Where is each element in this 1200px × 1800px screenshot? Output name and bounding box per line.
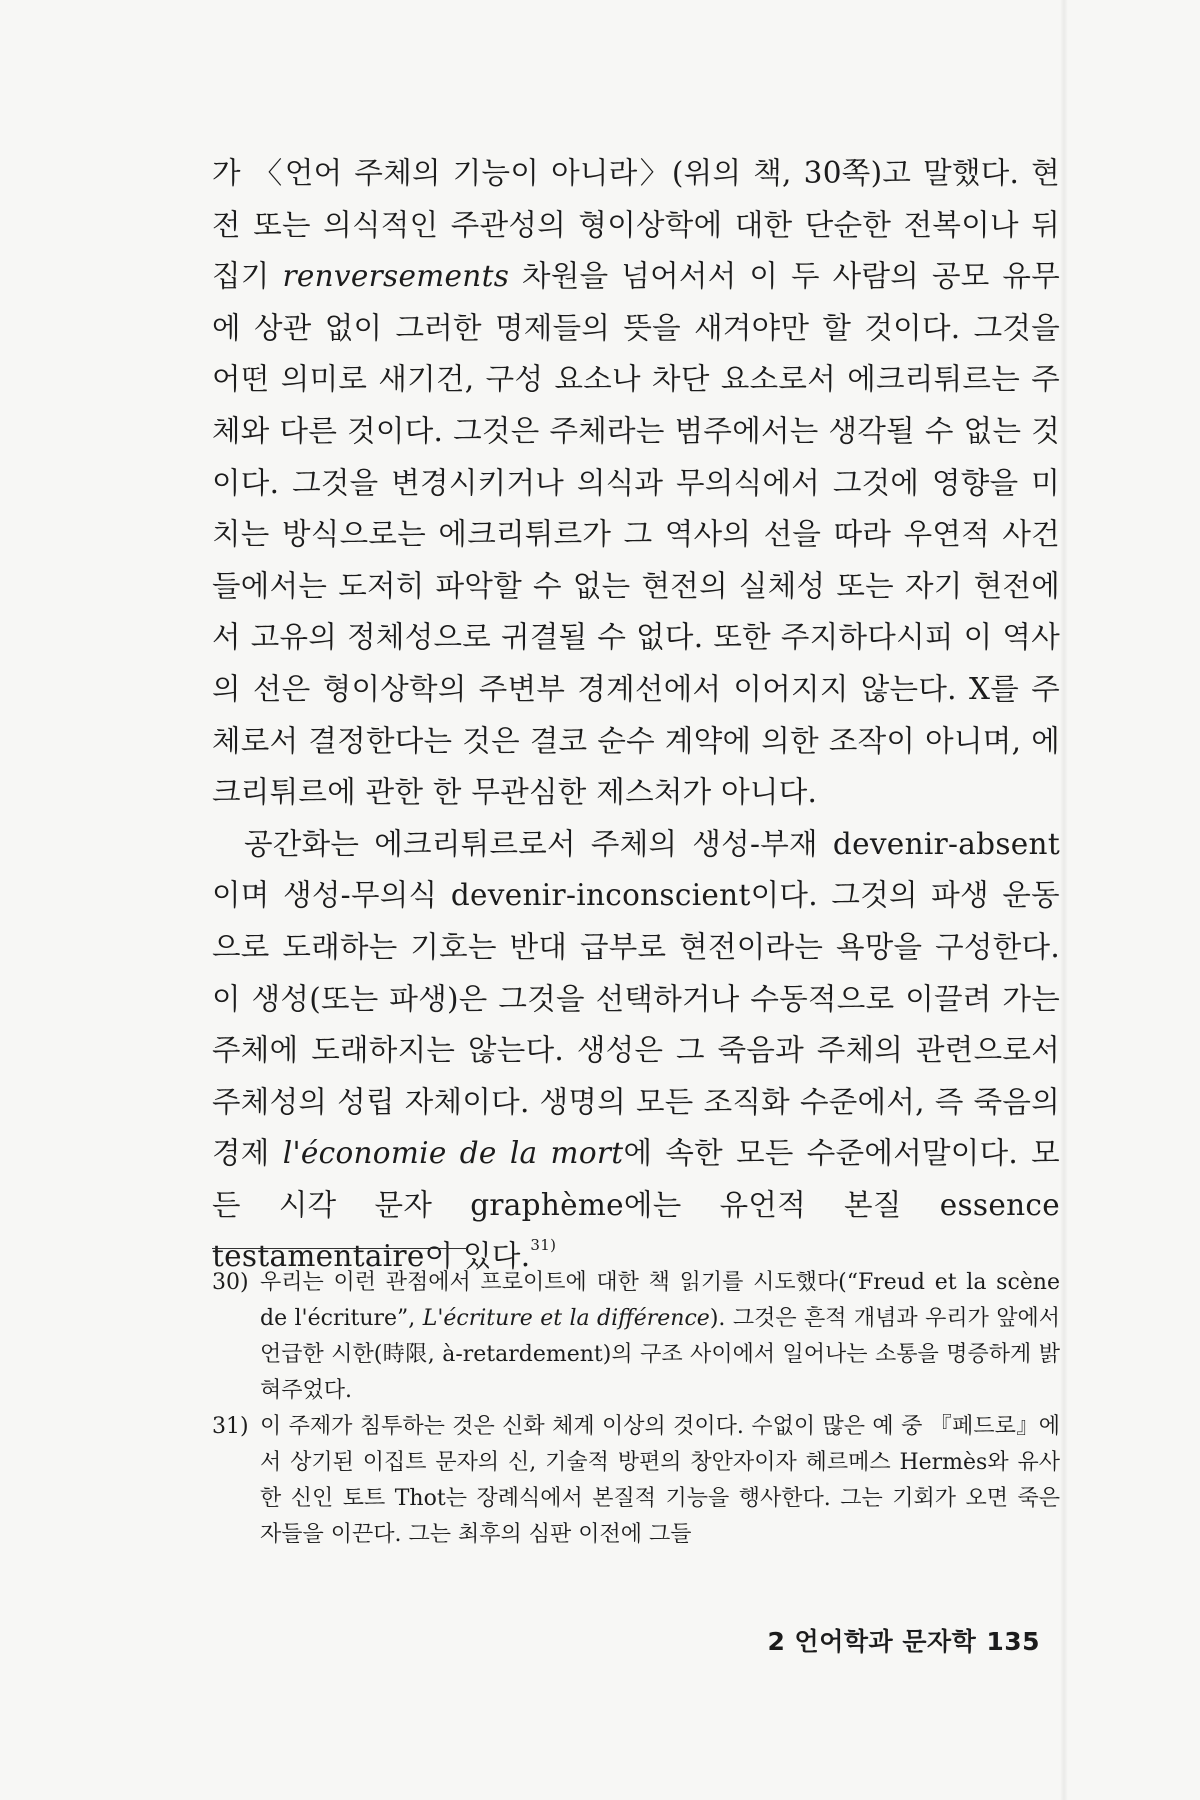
footnote-30 [212, 1265, 1060, 1409]
chapter-title: 2 언어학과 문자학 [767, 1627, 977, 1656]
footnote-ref-31: 31) [530, 1236, 557, 1255]
footnote-number: 30) [212, 1270, 249, 1295]
footnotes [212, 1265, 1060, 1553]
footnote-31 [212, 1409, 1060, 1553]
term-economie-de-la-mort: l'économie de la mort [282, 1136, 624, 1171]
paragraph-2-text-a: 공간화는 에크리튀르로서 주체의 생성-부재 devenir-absent이며 생성-무의식 devenir-inconscient이다. 그것의 파생 운동으로 도래하는 기호는 반대 급부로 현전이라는 욕망을 구성한다. 이 생성(또는 파생)은 그것을 선택하거나 수동적으로 이끌려 가는 주체에 도래하지는 않는다. 생성은 그 죽음과 주체의 관련으로서 주체성의 성립 자체이다. 생명의 모든 조직화 수준에서, 즉 죽음의 경제 [212, 826, 1060, 1171]
footnote-30-book-title: L'écriture et la différence [422, 1306, 710, 1331]
footnote-divider [212, 1248, 467, 1249]
footnote-30-text-a: 우리는 이런 관점에서 프로이트에 대한 책 읽기를 시도했다(“Freud et la scène de l'écriture”, [260, 1270, 1060, 1331]
footnote-31-text: 이 주제가 침투하는 것은 신화 체계 이상의 것이다. 수없이 많은 예 중 『페드로』에서 상기된 이집트 문자의 신, 기술적 방편의 창안자이자 헤르메스 Hermès와 유사한 신인 토트 Thot는 장례식에서 본질적 기능을 행사한다. 그는 기회가 오면 죽은 자들을 이끈다. 그는 최후의 심판 이전에 그들 [260, 1414, 1060, 1547]
footnote-30-text-b: ). 그것은 흔적 개념과 우리가 앞에서 언급한 시한(時限, à-retardement)의 구조 사이에서 일어나는 소통을 명증하게 밝혀주었다. [260, 1306, 1060, 1403]
page-edge-shadow [1060, 0, 1068, 1800]
paragraph-2 [212, 819, 1060, 1283]
main-text [212, 148, 1060, 1283]
page-number: 135 [986, 1627, 1040, 1656]
paragraph-1-text-b: 차원을 넘어서서 이 두 사람의 공모 유무에 상관 없이 그러한 명제들의 뜻을 새겨야만 할 것이다. 그것을 어떤 의미로 새기건, 구성 요소나 차단 요소로서 에크리튀르는 주체와 다른 것이다. 그것은 주체라는 범주에서는 생각될 수 없는 것이다. 그것을 변경시키거나 의식과 무의식에서 그것에 영향을 미치는 방식으로는 에크리튀르가 그 역사의 선을 따라 우연적 사건들에서는 도저히 파악할 수 없는 현전의 실체성 또는 자기 현전에서 고유의 정체성으로 귀결될 수 없다. 또한 주지하다시피 이 역사의 선은 형이상학의 주변부 경계선에서 이어지지 않는다. X를 주체로서 결정한다는 것은 결코 순수 계약에 의한 조작이 아니며, 에크리튀르에 관한 한 무관심한 제스처가 아니다. [212, 259, 1060, 810]
paragraph-1 [212, 148, 1060, 819]
running-footer [750, 1622, 1040, 1658]
footnote-number: 31) [212, 1414, 249, 1439]
paragraph-2-text-b: 에 속한 모든 수준에서말이다. 모든 시각 문자 graphème에는 유언적 본질 essence testamentaire이 있다. [212, 1136, 1060, 1274]
paragraph-1-text-a: 가 〈언어 주체의 기능이 아니라〉(위의 책, 30쪽)고 말했다. 현전 또는 의식적인 주관성의 형이상학에 대한 단순한 전복이나 뒤집기 [212, 156, 1060, 294]
term-renversements: renversements [282, 259, 510, 294]
